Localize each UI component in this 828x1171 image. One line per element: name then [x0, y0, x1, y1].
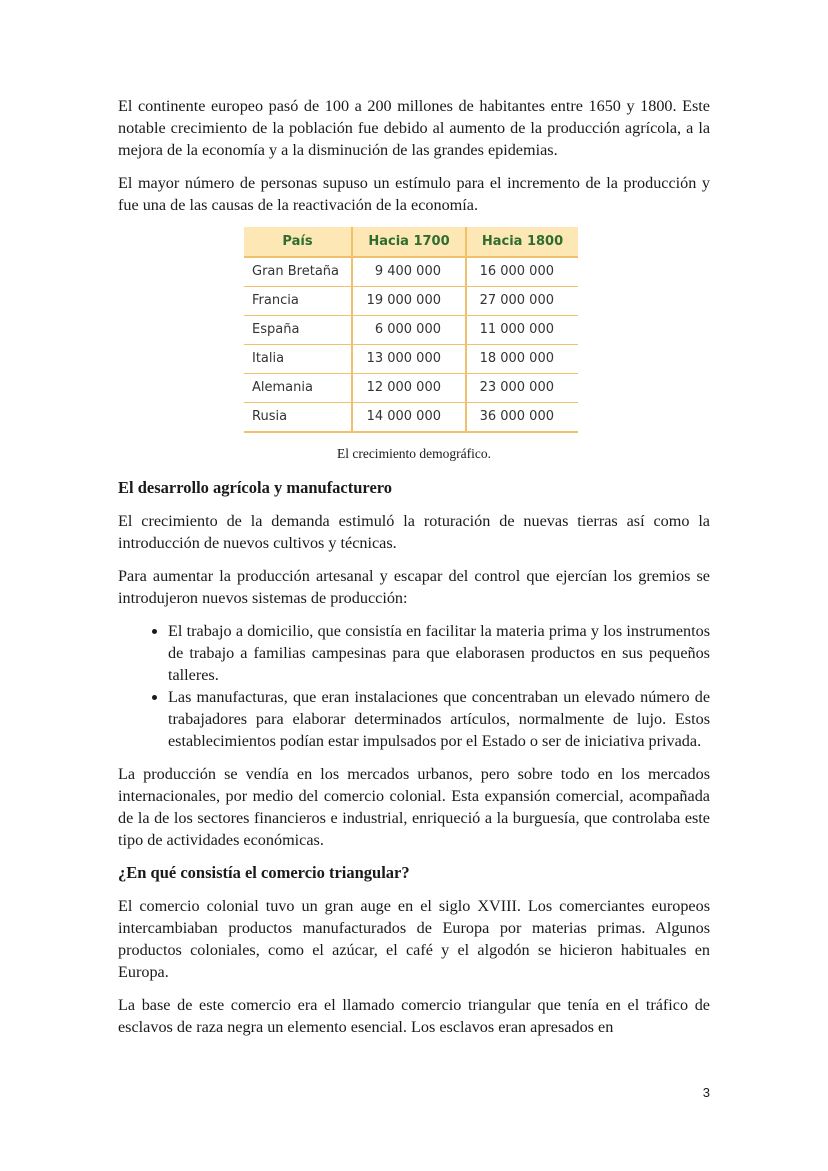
page-number: 3: [702, 1085, 710, 1100]
paragraph-demand: El crecimiento de la demanda estimuló la roturación de nuevas tierras así como la introducción de nuevos cultivos y técnicas.: [118, 512, 710, 552]
cell-country: Gran Bretaña: [244, 257, 352, 287]
cell-1700: 14 000 000: [352, 403, 466, 433]
table-header-row: [244, 227, 578, 257]
cell-country: Francia: [244, 287, 352, 316]
table-caption: El crecimiento demográfico.: [336, 446, 492, 461]
paragraph-colonial: El comercio colonial tuvo un gran auge en el siglo XVIII. Los comerciantes europeos intercambiaban productos manufacturados de Europa por materias primas. Algunos productos coloniales, como el azúcar, el café y el algodón se hicieron habituales en Europa.: [118, 897, 710, 981]
paragraph-production: Para aumentar la producción artesanal y escapar del control que ejercían los gremios se introdujeron nuevos sistemas de producción:: [118, 567, 710, 607]
header-1700: Hacia 1700: [352, 227, 466, 257]
section-heading-triangular: ¿En qué consistía el comercio triangular?: [118, 863, 410, 882]
paragraph-intro: El continente europeo pasó de 100 a 200 millones de habitantes entre 1650 y 1800. Este notable crecimiento de la población fue debido al aumento de la producción agrícola, a la mejora de la economía y a la disminución de las grandes epidemias.: [118, 97, 710, 159]
cell-1700: 12 000 000: [352, 374, 466, 403]
production-systems-list: [118, 620, 710, 752]
table-row: [244, 403, 578, 433]
population-table: [244, 227, 578, 433]
paragraph-markets: La producción se vendía en los mercados urbanos, pero sobre todo en los mercados internacionales, por medio del comercio colonial. Esta expansión comercial, acompañada de la de los sectores financieros e industrial, enriqueció a la burguesía, que controlaba este tipo de actividades económicas.: [118, 765, 710, 849]
table-row: [244, 316, 578, 345]
paragraph-stimulus: El mayor número de personas supuso un estímulo para el incremento de la producción y fue una de las causas de la reactivación de la economía.: [118, 174, 710, 214]
list-item: • El trabajo a domicilio, que consistía en facilitar la materia prima y los instrumentos de trabajo a familias campesinas para que elaborasen productos en sus pequeños talleres.: [168, 620, 710, 686]
cell-1800: 36 000 000: [466, 403, 578, 433]
cell-1700: 6 000 000: [352, 316, 466, 345]
paragraph-triangular: La base de este comercio era el llamado comercio triangular que tenía en el tráfico de esclavos de raza negra un elemento esencial. Los esclavos eran apresados en: [118, 996, 710, 1036]
section-heading-agriculture: El desarrollo agrícola y manufacturero: [118, 478, 393, 497]
cell-1800: 27 000 000: [466, 287, 578, 316]
table-row: [244, 374, 578, 403]
cell-1700: 9 400 000: [352, 257, 466, 287]
cell-1700: 13 000 000: [352, 345, 466, 374]
header-country: País: [244, 227, 352, 257]
cell-country: Italia: [244, 345, 352, 374]
table-row: [244, 257, 578, 287]
cell-country: Alemania: [244, 374, 352, 403]
document-page: [118, 95, 710, 1049]
cell-country: Rusia: [244, 403, 352, 433]
list-item: • Las manufacturas, que eran instalaciones que concentraban un elevado número de trabajadores para elaborar determinados artículos, normalmente de lujo. Estos establecimientos podían estar impulsados por el Estado o ser de iniciativa privada.: [168, 686, 710, 752]
cell-1700: 19 000 000: [352, 287, 466, 316]
cell-1800: 11 000 000: [466, 316, 578, 345]
cell-1800: 23 000 000: [466, 374, 578, 403]
cell-1800: 18 000 000: [466, 345, 578, 374]
header-1800: Hacia 1800: [466, 227, 578, 257]
cell-country: España: [244, 316, 352, 345]
cell-1800: 16 000 000: [466, 257, 578, 287]
table-row: [244, 287, 578, 316]
table-container: [112, 227, 710, 433]
table-row: [244, 345, 578, 374]
